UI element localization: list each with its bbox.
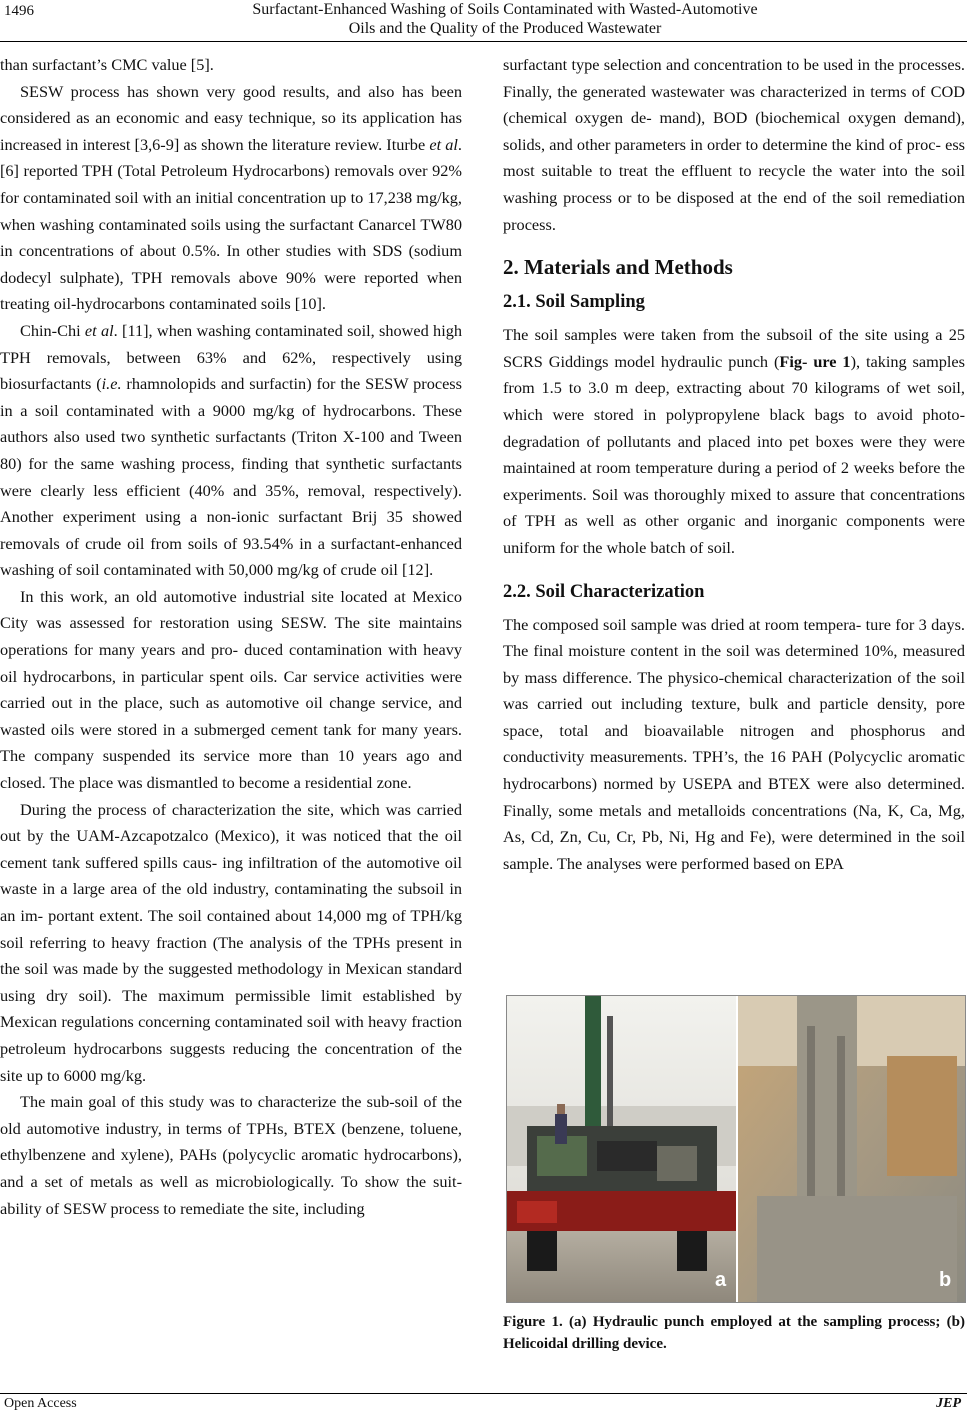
footer-rule <box>0 1393 967 1394</box>
left-column <box>0 52 462 1222</box>
paragraph-continuation: than surfactant’s CMC value [5]. <box>0 55 214 74</box>
figure-1-photo <box>506 995 966 1303</box>
panel-label-a: a <box>715 1269 727 1291</box>
right-column <box>503 52 965 877</box>
figure-caption: Figure 1. (a) Hydraulic punch employed at the sampling process; (b) Helicoidal drilling device. <box>503 1314 965 1352</box>
panel-b-helicoidal-drill <box>738 996 965 1302</box>
paragraph-soil-characterization: The composed soil sample was dried at room tempera- ture for 3 days. The final moisture content in the soil was determined 10%, measured by mass difference. The physico-chemical characterization of the soil was carried out including texture, bulk and particle density, pore space, total and bioavailable nitrogen and phosphorus and conductivity measurements. TPH’s, the 16 PAH (Polycyclic aromatic hydrocarbons) normed by USEPA and BTEX were also determined. Finally, some metals and metalloids concentrations (Na, K, Ca, Mg, As, Cd, Zn, Cu, Cr, Pb, Ni, Hg and Fe), were determined in the soil sample. The analyses were performed based on EPA <box>503 614 965 873</box>
header-rule <box>0 41 967 42</box>
paragraph-soil-sampling: The soil samples were taken from the subsoil of the site using a 25 SCRS Giddings model hydraulic punch (Fig- ure 1), taking samples from 1.5 to 3.0 m deep, extracting about 70 kilograms of wet soil, which were stored in polypropylene black bags to avoid photo-degradation of pollutants and placed into pet boxes were they were maintained at room temperature during a period of 2 weeks before the experiments. Soil was thoroughly mixed to assure that concentrations of TPH as well as other organic and inorganic components were uniform for the whole batch of soil. <box>503 325 965 557</box>
paragraph-sesw-results: SESW process has shown very good results, and also has been considered as an economic and easy technique, so its application has increased in interest [3,6-9] as shown the literature review. Iturbe et al. [6] reported TPH (Total Petroleum Hydrocarbons) removals over 92% for contaminated soil with an initial concentration up to 17,238 mg/kg, when washing contaminated soils using the surfactant Canarcel TW80 in concentrations of about 0.5%. In other studies with SDS (sodium dodecyl sulphate), TPH removals above 90% were reported when treating oil-hydrocarbons contaminated soils [10]. <box>0 81 462 314</box>
page-number: 1496 <box>4 3 34 19</box>
paragraph-site-description: In this work, an old automotive industrial site located at Mexico City was assessed for restoration using SESW. The site maintains operations for many years and pro- duced contamination with heavy oil hydrocarbons, in particular spent oils. Car service activities were carried out in the place, such as automotive oil change service, and wasted oils were stored in a submerged cement tank for many years. The company suspended its service more than 10 years ago and closed. The place was dismantled to become a residential zone. <box>0 586 462 793</box>
paragraph-continuation-right: surfactant type selection and concentration to be used in the processes. Finally, the generated wastewater was characterized in terms of COD (chemical oxygen de- mand), BOD (biochemical oxygen demand), solids, and other parameters in order to determine the kind of proc- ess most suitable to treat the effluent to recycle the water into the soil washing process or to be disposed at the end of the soil remediation process. <box>503 55 965 234</box>
page-header <box>0 0 967 40</box>
paragraph-chin-chi: Chin-Chi et al. [11], when washing contaminated soil, showed high TPH removals, between 63% and 62%, respectively using biosurfactants (i.e. rhamnolopids and surfactin) for the SESW process in a soil contaminated with a 9000 mg/kg of hydrocarbons. These authors also used two synthetic surfactants (Triton X-100 and Tween 80) for the same washing process, finding that synthetic surfactants were clearly less efficient (40% and 35%, removal, respectively). Another experiment using a non-ionic surfactant Brij 35 showed removals of crude oil from soils of 93.54% in a surfactant-enhanced washing of soil contaminated with 50,000 mg/kg of crude oil [12]. <box>0 320 463 580</box>
footer-open-access: Open Access <box>4 1396 77 1411</box>
section-heading-materials-methods: 2. Materials and Methods <box>503 255 733 280</box>
subsection-heading-soil-sampling: 2.1. Soil Sampling <box>503 292 645 313</box>
paragraph-main-goal: The main goal of this study was to characterize the sub-soil of the old automotive industry, in terms of TPHs, BTEX (benzene, toluene, ethylbenzene and xylene), PAHs (polycyclic aromatic hydrocarbons), and a set of metals as well as microbiologically. To show the suit- ability of SESW process to remediate the site, including <box>0 1092 462 1218</box>
figure-photo-illustration <box>507 996 965 1302</box>
running-title <box>180 0 830 38</box>
panel-label-b: b <box>939 1269 952 1291</box>
subsection-heading-soil-characterization: 2.2. Soil Characterization <box>503 581 705 602</box>
footer-journal: JEP <box>936 1396 961 1411</box>
running-title-line1: Surfactant-Enhanced Washing of Soils Contaminated with Wasted-Automotive <box>252 1 758 18</box>
paragraph-characterization: During the process of characterization the site, which was carried out by the UAM-Azcapotzalco (Mexico), it was noticed that the oil cement tank suffered spills caus- ing infiltration of the automotive oil waste in a large area of the old industry, contaminating the subsoil in an im- portant extent. The soil contained about 14,000 mg of TPH/kg soil referring to heavy fraction (The analysis of the TPHs present in the soil was made by the suggested methodology in Mexican standard using dry soil). The maximum permissible limit established by Mexican regulations concerning contaminated soil with heavy fraction petroleum hydrocarbons suggests reducing the concentration of the site up to 6000 mg/kg. <box>0 799 462 1085</box>
panel-a-hydraulic-punch <box>507 996 737 1302</box>
running-title-line2: Oils and the Quality of the Produced Wastewater <box>348 20 662 37</box>
